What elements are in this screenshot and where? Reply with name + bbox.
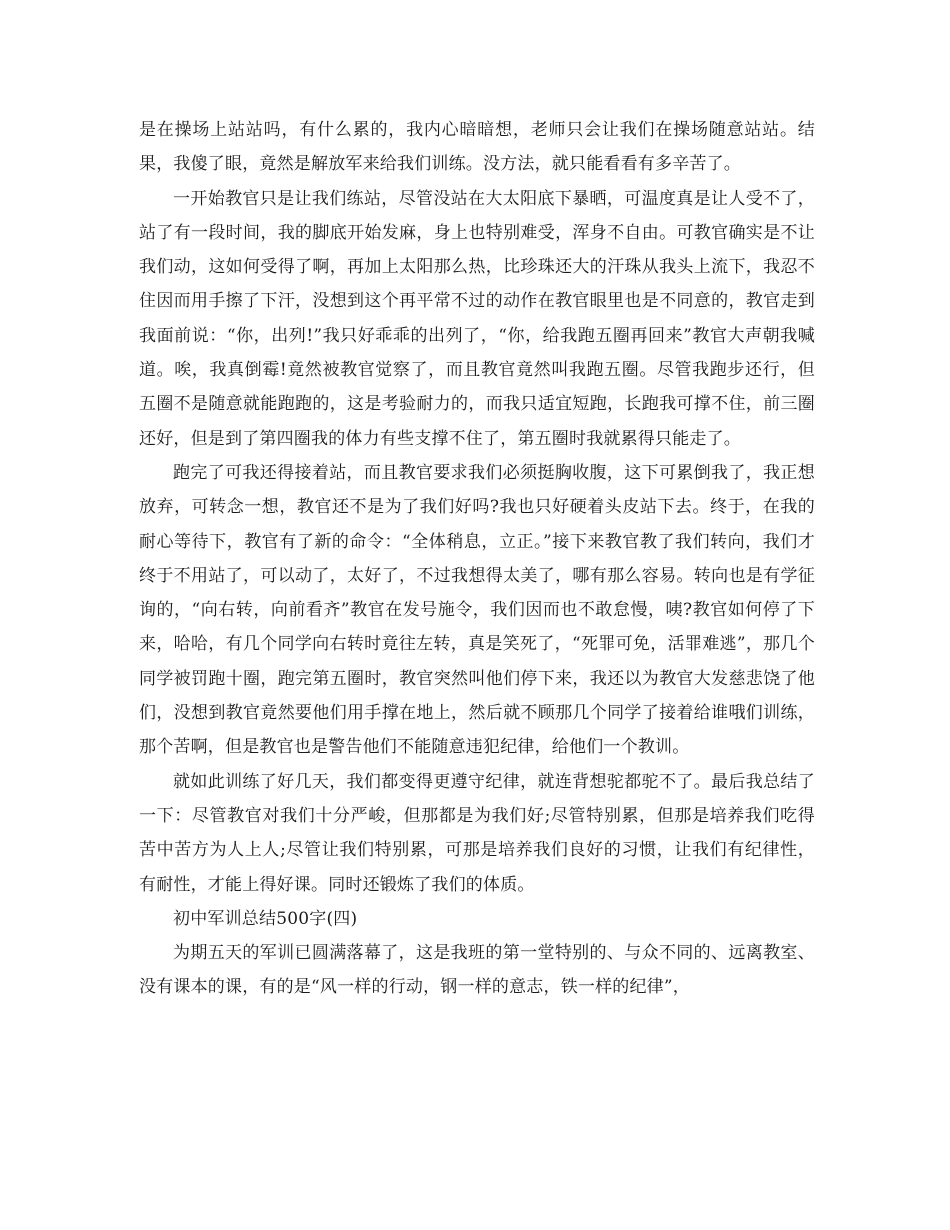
- paragraph-1: 是在操场上站站吗，有什么累的，我内心暗暗想，老师只会让我们在操场随意站站。结果，我傻了眼，竟然是解放军来给我们训练。没方法，就只能看看有多辛苦了。: [139, 120, 815, 175]
- paragraph-4: 就如此训练了好几天，我们都变得更遵守纪律，就连背想驼都驼不了。最后我总结了一下：尽管教官对我们十分严峻，但那都是为我们好;尽管特别累，但那是培养我们吃得苦中苦方为人上人;尽管让我们特别累，可那是培养我们良好的习惯，让我们有纪律性，有耐性，才能上得好课。同时还锻炼了我们的体质。: [139, 771, 815, 895]
- section-heading: 初中军训总结500字(四): [173, 908, 358, 929]
- paragraph-2: 一开始教官只是让我们练站，尽管没站在大太阳底下暴晒，可温度真是让人受不了，站了有一段时间，我的脚底开始发麻，身上也特别难受，浑身不自由。可教官确实是不让我们动，这如何受得了啊，再加上太阳那么热，比珍珠还大的汗珠从我头上流下，我忍不住因而用手擦了下汗，没想到这个再平常不过的动作在教官眼里也是不同意的，教官走到我面前说：“你，出列!”我只好乖乖的出列了，“你，给我跑五圈再回来”教官大声朝我喊道。唉，我真倒霉!竟然被教官觉察了，而且教官竟然叫我跑五圈。尽管我跑步还行，但五圈不是随意就能跑跑的，这是考验耐力的，而我只适宜短跑，长跑我可撑不住，前三圈还好，但是到了第四圈我的体力有些支撑不住了，第五圈时我就累得只能走了。: [139, 188, 815, 449]
- paragraph-3: 跑完了可我还得接着站，而且教官要求我们必须挺胸收腹，这下可累倒我了，我正想放弃，可转念一想，教官还不是为了我们好吗?我也只好硬着头皮站下去。终于，在我的耐心等待下，教官有了新的命令：“全体稍息，立正。”接下来教官教了我们转向，我们才终于不用站了，可以动了，太好了，不过我想得太美了，哪有那么容易。转向也是有学征询的，“向右转，向前看齐”教官在发号施令，我们因而也不敢怠慢，咦?教官如何停了下来，哈哈，有几个同学向右转时竟往左转，真是笑死了，“死罪可免，活罪难逃”，那几个同学被罚跑十圈，跑完第五圈时，教官突然叫他们停下来，我还以为教官大发慈悲饶了他们，没想到教官竟然要他们用手撑在地上，然后就不顾那几个同学了接着给谁哦们训练，那个苦啊，但是教官也是警告他们不能随意违犯纪律，给他们一个教训。: [139, 462, 815, 758]
- paragraph-5: 为期五天的军训已圆满落幕了，这是我班的第一堂特别的、与众不同的、远离教室、没有课本的课，有的是“风一样的行动，钢一样的意志，铁一样的纪律”，: [139, 943, 815, 998]
- document-body: [139, 113, 815, 1005]
